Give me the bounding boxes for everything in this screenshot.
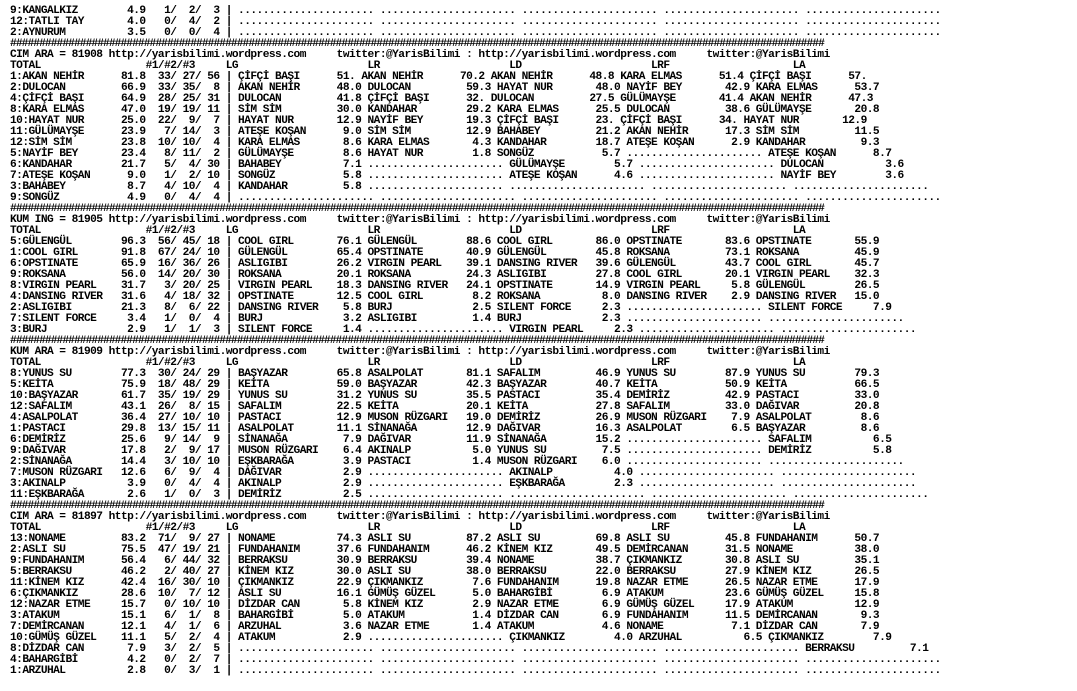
section-separator: ############################################################################################################################################: [10, 500, 824, 512]
column-headers: TOTAL #1/#2/#3 LG LR LD LRF LA: [10, 225, 806, 237]
horse-row: 12:NAZAR ETME 15.7 0/ 10/ 10 | DİZDAR CAN 5.8 KİNEM KIZ 2.9 NAZAR ETME 6.9 GÜMÜŞ GÜZEL 17.9 ATAKUM 12.9: [10, 599, 880, 611]
horse-row: 8:DİZDAR CAN 7.9 3/ 2/ 5 | ...................... ...................... ...................... ...................... BERRAKSU 7.1: [10, 643, 929, 655]
column-headers: TOTAL #1/#2/#3 LG LR LD LRF LA: [10, 60, 806, 72]
horse-row: 3:AKINALP 3.9 0/ 4/ 4 | AKINALP 2.9 ...................... EŞKBARAĞA 2.3 ...................... ......................: [10, 478, 917, 490]
horse-row: 10:GÜMÜŞ GÜZEL 11.1 5/ 2/ 4 | ATAKUM 2.9 ...................... ÇIKMANKIZ 4.0 ARZUHAL 6.5 ÇIKMANKIZ 7.9: [10, 632, 892, 644]
section-separator: ############################################################################################################################################: [10, 335, 824, 347]
horse-row: 8:KARA ELMAS 47.0 19/ 19/ 11 | SİM SİM 30.0 KANDAHAR 29.2 KARA ELMAS 25.5 DULOCAN 38.6 GÜLÜMAYŞE 20.8: [10, 104, 880, 116]
horse-row: 2:SİNANAĞA 14.4 3/ 10/ 10 | EŞKBARAĞA 3.9 PASTACI 1.4 MUSON RÜZGARI 6.0 ...................... ......................: [10, 456, 904, 468]
report-line: 12:TATLI TAY 4.0 0/ 4/ 2 | ...................... ...................... ...................... ...................... ......................: [10, 16, 941, 28]
horse-row: 9:SONGÜZ 4.9 0/ 4/ 4 | ...................... ...................... ...................... ...................... ......................: [10, 192, 941, 204]
horse-row: 11:GÜLÜMAYŞE 23.9 7/ 14/ 3 | ATEŞE KOŞAN 9.0 SİM SİM 12.9 BAHABEY 21.2 AKAN NEHİR 17.3 SİM SİM 11.5: [10, 126, 880, 138]
horse-row: 11:EŞKBARAĞA 2.6 1/ 0/ 3 | DEMİRİZ 2.5 ...................... ...................... ...................... ......................: [10, 489, 929, 501]
section-separator: ############################################################################################################################################: [10, 203, 824, 215]
horse-row: 1:PASTACI 29.8 13/ 15/ 11 | ASALPOLAT 11.1 SİNANAĞA 12.9 DAĞIVAR 16.3 ASALPOLAT 6.5 BAŞYAZAR 8.6: [10, 423, 880, 435]
horse-row: 5:NAYİF BEY 23.4 8/ 11/ 2 | GÜLÜMAYŞE 8.6 HAYAT NUR 1.8 SONGÜZ 5.7 ...................... ATEŞE KOŞAN 8.7: [10, 148, 892, 160]
horse-row: 2:ASLI SU 75.5 47/ 19/ 21 | FUNDAHANIM 37.6 FUNDAHANIM 46.2 KİNEM KIZ 49.5 DEMİRCANAN 31.5 NONAME 38.0: [10, 544, 880, 556]
horse-row: 8:YUNUS SU 77.3 30/ 24/ 29 | BAŞYAZAR 65.8 ASALPOLAT 81.1 SAFALIM 46.9 YUNUS SU 87.9 YUNUS SU 79.3: [10, 368, 880, 380]
horse-row: 1:COOL GIRL 91.8 67/ 24/ 10 | GÜLENGÜL 65.4 OPSTINATE 40.9 GÜLENGÜL 45.8 ROKSANA 73.1 ROKSANA 45.9: [10, 247, 880, 259]
horse-row: 10:BAŞYAZAR 61.7 35/ 19/ 29 | YUNUS SU 31.2 YUNUS SU 35.5 PASTACI 35.4 DEMİRİZ 42.9 PASTACI 33.0: [10, 390, 880, 402]
horse-row: 2:DULOCAN 66.9 33/ 35/ 8 | AKAN NEHİR 48.0 DULOCAN 59.3 HAYAT NUR 48.0 NAYİF BEY 42.9 KARA ELMAS 53.7: [10, 82, 880, 94]
horse-row: 6:DEMİRİZ 25.6 9/ 14/ 9 | SİNANAĞA 7.9 DAĞIVAR 11.9 SİNANAĞA 15.2 ...................... SAFALIM 6.5: [10, 434, 892, 446]
report-line: 2:AYNURUM 3.5 0/ 0/ 4 | ...................... ...................... ...................... ...................... ......................: [10, 27, 941, 39]
horse-row: 3:BURJ 2.9 1/ 1/ 3 | SILENT FORCE 1.4 ...................... VIRGIN PEARL 2.3 ...................... ......................: [10, 324, 917, 336]
horse-row: 9:DAĞIVAR 17.8 2/ 9/ 17 | MUSON RÜZGARI 6.4 AKINALP 5.0 YUNUS SU 7.5 ...................... DEMİRİZ 5.8: [10, 445, 892, 457]
horse-row: 6:ÇIKMANKIZ 28.6 10/ 7/ 12 | ASLI SU 16.1 GÜMÜŞ GÜZEL 5.0 BAHARGİBİ 6.9 ATAKUM 23.6 GÜMÜŞ GÜZEL 15.8: [10, 588, 880, 600]
horse-row: 7:MUSON RÜZGARI 12.6 6/ 9/ 4 | DAĞIVAR 2.9 ...................... AKINALP 4.0 ...................... ......................: [10, 467, 917, 479]
horse-row: 11:KİNEM KIZ 42.4 16/ 30/ 10 | ÇIKMANKIZ 22.9 ÇIKMANKIZ 7.6 FUNDAHANIM 19.8 NAZAR ETME 26.5 NAZAR ETME 17.9: [10, 577, 880, 589]
horse-row: 6:KANDAHAR 21.7 5/ 4/ 30 | BAHABEY 7.1 ...................... GÜLÜMAYŞE 5.7 ...................... DULOCAN 3.6: [10, 159, 904, 171]
horse-row: 7:ATEŞE KOŞAN 9.0 1/ 2/ 10 | SONGÜZ 5.8 ...................... ATEŞE KOŞAN 4.6 ...................... NAYİF BEY 3.6: [10, 170, 904, 182]
horse-row: 6:OPSTINATE 65.9 16/ 36/ 26 | ASLIGIBI 26.2 VIRGIN PEARL 39.1 DANSING RIVER 39.6 GÜLENGÜL 43.7 COOL GIRL 45.7: [10, 258, 880, 270]
horse-row: 7:SILENT FORCE 3.4 1/ 0/ 4 | BURJ 3.2 ASLIGIBI 1.4 BURJ 2.3 ...................... ......................: [10, 313, 904, 325]
column-headers: TOTAL #1/#2/#3 LG LR LD LRF LA: [10, 522, 806, 534]
horse-row: 9:FUNDAHANIM 56.4 6/ 44/ 32 | BERRAKSU 30.9 BERRAKSU 39.4 NONAME 38.7 ÇIKMANKIZ 30.8 ASLI SU 35.1: [10, 555, 880, 567]
horse-row: 1:ARZUHAL 2.8 0/ 3/ 1 | ...................... ...................... ...................... ...................... ......................: [10, 665, 941, 677]
horse-row: 5:BERRAKSU 46.2 2/ 40/ 27 | KİNEM KIZ 30.0 ASLI SU 38.0 BERRAKSU 22.0 BERRAKSU 27.9 KİNEM KIZ 26.5: [10, 566, 880, 578]
report-line: 9:KANGALKIZ 4.9 1/ 2/ 3 | ...................... ...................... ...................... ...................... ......................: [10, 5, 941, 17]
horse-row: 12:SİM SİM 23.8 10/ 10/ 4 | KARA ELMAS 8.6 KARA ELMAS 4.3 KANDAHAR 18.7 ATEŞE KOŞAN 2.9 KANDAHAR 9.3: [10, 137, 880, 149]
race-header: CIM ARA = 81908 http://yarisbilimi.wordpress.com twitter:@YarisBilimi : http://yarisbilimi.wordpress.com twitter:@YarisBilimi: [10, 49, 830, 61]
section-separator: ############################################################################################################################################: [10, 38, 824, 50]
horse-row: 8:VIRGIN PEARL 31.7 3/ 20/ 25 | VIRGIN PEARL 18.3 DANSING RIVER 24.1 OPSTINATE 14.9 VIRGIN PEARL 5.8 GÜLENGÜL 26.5: [10, 280, 880, 292]
horse-row: 2:ASLIGIBI 21.3 8/ 6/ 22 | DANSING RIVER 5.8 BURJ 2.5 SILENT FORCE 2.3 ...................... SILENT FORCE 7.9: [10, 302, 892, 314]
horse-row: 3:BAHABEY 8.7 4/ 10/ 4 | KANDAHAR 5.8 ...................... ...................... ...................... ......................: [10, 181, 929, 193]
horse-row: 1:AKAN NEHİR 81.8 33/ 27/ 56 | ÇİFÇİ BAŞI 51. AKAN NEHİR 70.2 AKAN NEHİR 48.8 KARA ELMAS 51.4 ÇİFÇİ BAŞI 57.: [10, 71, 867, 83]
horse-row: 7:DEMİRCANAN 12.1 4/ 1/ 6 | ARZUHAL 3.6 NAZAR ETME 1.4 ATAKUM 4.6 NONAME 7.1 DİZDAR CAN 7.9: [10, 621, 880, 633]
race-header: KUM ARA = 81909 http://yarisbilimi.wordpress.com twitter:@YarisBilimi : http://yarisbilimi.wordpress.com twitter:@YarisBilimi: [10, 346, 830, 358]
horse-row: 4:BAHARGİBİ 4.2 0/ 2/ 7 | ...................... ...................... ...................... ...................... ......................: [10, 654, 941, 666]
horse-row: 4:DANSING RIVER 31.6 4/ 18/ 32 | OPSTINATE 12.5 COOL GIRL 8.2 ROKSANA 8.0 DANSING RIVER 2.9 DANSING RIVER 15.0: [10, 291, 880, 303]
horse-row: 12:SAFALIM 43.1 26/ 8/ 15 | SAFALIM 22.5 KEİTA 20.1 KEİTA 27.8 SAFALIM 33.0 DAĞIVAR 20.8: [10, 401, 880, 413]
horse-row: 13:NONAME 83.2 71/ 9/ 27 | NONAME 74.3 ASLI SU 87.2 ASLI SU 69.8 ASLI SU 45.8 FUNDAHANIM 50.7: [10, 533, 880, 545]
horse-row: 9:ROKSANA 56.0 14/ 20/ 30 | ROKSANA 20.1 ROKSANA 24.3 ASLIGIBI 27.8 COOL GIRL 20.1 VIRGIN PEARL 32.3: [10, 269, 880, 281]
horse-row: 3:ATAKUM 15.1 6/ 1/ 8 | BAHARGİBİ 5.0 ATAKUM 1.4 DİZDAR CAN 6.9 FUNDAHANIM 11.5 DEMİRCANAN 9.3: [10, 610, 880, 622]
horse-row: 5:GÜLENGÜL 96.3 56/ 45/ 18 | COOL GIRL 76.1 GÜLENGÜL 88.6 COOL GIRL 86.0 OPSTINATE 83.6 OPSTINATE 55.9: [10, 236, 880, 248]
horse-row: 4:ÇİFÇİ BAŞI 64.9 28/ 25/ 31 | DULOCAN 41.8 ÇİFÇİ BAŞI 32. DULOCAN 27.5 GÜLÜMAYŞE 41.4 AKAN NEHİR 47.3: [10, 93, 873, 105]
race-header: KUM ING = 81905 http://yarisbilimi.wordpress.com twitter:@YarisBilimi : http://yarisbilimi.wordpress.com twitter:@YarisBilimi: [10, 214, 830, 226]
horse-row: 10:HAYAT NUR 25.0 22/ 9/ 7 | HAYAT NUR 12.9 NAYİF BEY 19.3 ÇİFÇİ BAŞI 23. ÇİFÇİ BAŞI 34. HAYAT NUR 12.9: [10, 115, 867, 127]
horse-row: 4:ASALPOLAT 36.4 27/ 10/ 10 | PASTACI 12.9 MUSON RÜZGARI 19.0 DEMİRİZ 26.9 MUSON RÜZGARI 7.9 ASALPOLAT 8.6: [10, 412, 880, 424]
race-header: CIM ARA = 81897 http://yarisbilimi.wordpress.com twitter:@YarisBilimi : http://yarisbilimi.wordpress.com twitter:@YarisBilimi: [10, 511, 830, 523]
horse-row: 5:KEİTA 75.9 18/ 48/ 29 | KEİTA 59.0 BAŞYAZAR 42.3 BAŞYAZAR 40.7 KEİTA 50.9 KEİTA 66.5: [10, 379, 880, 391]
column-headers: TOTAL #1/#2/#3 LG LR LD LRF LA: [10, 357, 806, 369]
